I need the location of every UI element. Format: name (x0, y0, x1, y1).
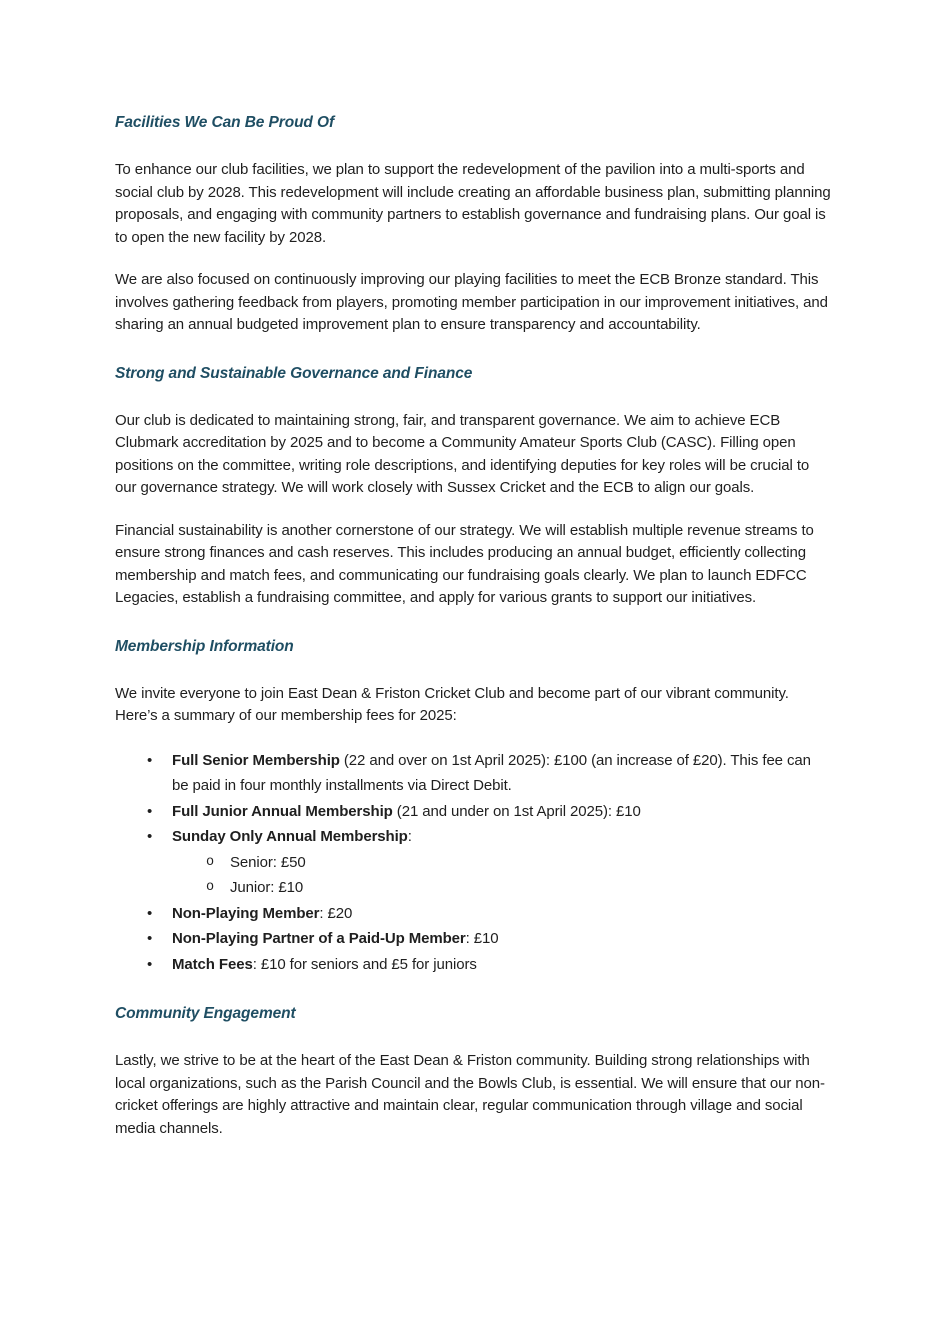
list-item-sunday-only (115, 824, 831, 850)
paragraph-membership-intro: We invite everyone to join East Dean & Friston Cricket Club and become part of our vibrant community. Here’s a summary of our membership fees for 2025: (115, 684, 789, 724)
list-item-text (172, 799, 641, 825)
bullet-marker: • (147, 955, 153, 973)
sub-bullet-marker: o (206, 854, 215, 870)
list-item-rest: : £10 (465, 930, 499, 947)
list-item-text (172, 824, 412, 850)
list-item-non-playing-partner (115, 926, 831, 952)
sub-list-item-junior (115, 875, 831, 901)
paragraph-facilities-2: We are also focused on continuously improving our playing facilities to meet the ECB Bronze standard. This involves gathering feedback from players, promoting member participation in our improvement initiatives, and sharing an annual budgeted improvement plan to ensure transparency and accountability. (115, 271, 828, 333)
list-item-text (172, 901, 352, 927)
section-heading-membership: Membership Information (115, 637, 294, 655)
sub-list-item-senior (115, 850, 831, 876)
list-item-bold-label: Non-Playing Member (172, 904, 320, 922)
list-item-rest: : £10 for seniors and £5 for juniors (252, 955, 477, 973)
sub-list-item-text: Junior: £10 (230, 879, 304, 896)
list-item-rest: : £20 (319, 904, 353, 922)
membership-fees-list (115, 748, 831, 978)
list-item-bold-label: Sunday Only Annual Membership (172, 828, 408, 845)
list-item-full-junior (115, 799, 831, 825)
list-item-text (172, 952, 477, 978)
list-item-rest: (22 and over on 1st April 2025): £100 (an increase of £20). This fee can be paid in four monthly installments via Direct Debit. (172, 751, 811, 794)
bullet-marker: • (147, 802, 153, 820)
paragraph-community-1: Lastly, we strive to be at the heart of the East Dean & Friston community. Building strong relationships with local organizations, such as the Parish Council and the Bowls Club, is essential. We will ensure that our non-cricket offerings are highly attractive and maintain clear, regular communication through village and social media channels. (115, 1052, 825, 1137)
bullet-marker: • (147, 751, 153, 769)
sub-list-item-text: Senior: £50 (230, 853, 306, 871)
paragraph-governance-1: Our club is dedicated to maintaining strong, fair, and transparent governance. We aim to achieve ECB Clubmark accreditation by 2025 and to become a Community Amateur Sports Club (CASC). Filling open positions on the committee, writing role descriptions, and identifying deputies for key roles will be crucial to our governance strategy. We will work closely with Sussex Cricket and the ECB to align our goals. (115, 411, 810, 496)
list-item-non-playing-member (115, 901, 831, 927)
section-heading-facilities: Facilities We Can Be Proud Of (115, 114, 335, 131)
list-item-rest: : (407, 828, 412, 845)
section-heading-community: Community Engagement (115, 1005, 296, 1022)
list-item-full-senior (115, 748, 831, 799)
list-item-text (172, 748, 831, 799)
sub-bullet-marker: o (206, 880, 215, 895)
list-item-rest: (21 and under on 1st April 2025): £10 (392, 802, 641, 820)
list-item-bold-label: Match Fees (172, 955, 253, 973)
list-item-text (172, 926, 499, 952)
bullet-marker: • (147, 904, 153, 922)
bullet-marker: • (147, 828, 153, 845)
bullet-marker: • (147, 930, 153, 947)
list-item-bold-label: Non-Playing Partner of a Paid-Up Member (172, 930, 466, 947)
section-heading-governance: Strong and Sustainable Governance and Finance (115, 364, 473, 382)
paragraph-facilities-1: To enhance our club facilities, we plan to support the redevelopment of the pavilion into a multi-sports and social club by 2028. This redevelopment will include creating an affordable business plan, submitting planning proposals, and engaging with community partners to establish governance and fundraising plans. Our goal is to open the new facility by 2028. (115, 161, 831, 246)
list-item-bold-label: Full Junior Annual Membership (172, 802, 393, 820)
paragraph-governance-2: Financial sustainability is another cornerstone of our strategy. We will establish multiple revenue streams to ensure strong finances and cash reserves. This includes producing an annual budget, efficiently collecting membership and match fees, and communicating our fundraising goals clearly. We plan to launch EDFCC Legacies, establish a fundraising committee, and apply for various grants to support our initiatives. (115, 521, 814, 606)
list-item-match-fees (115, 952, 831, 978)
list-item-bold-label: Full Senior Membership (172, 751, 340, 769)
